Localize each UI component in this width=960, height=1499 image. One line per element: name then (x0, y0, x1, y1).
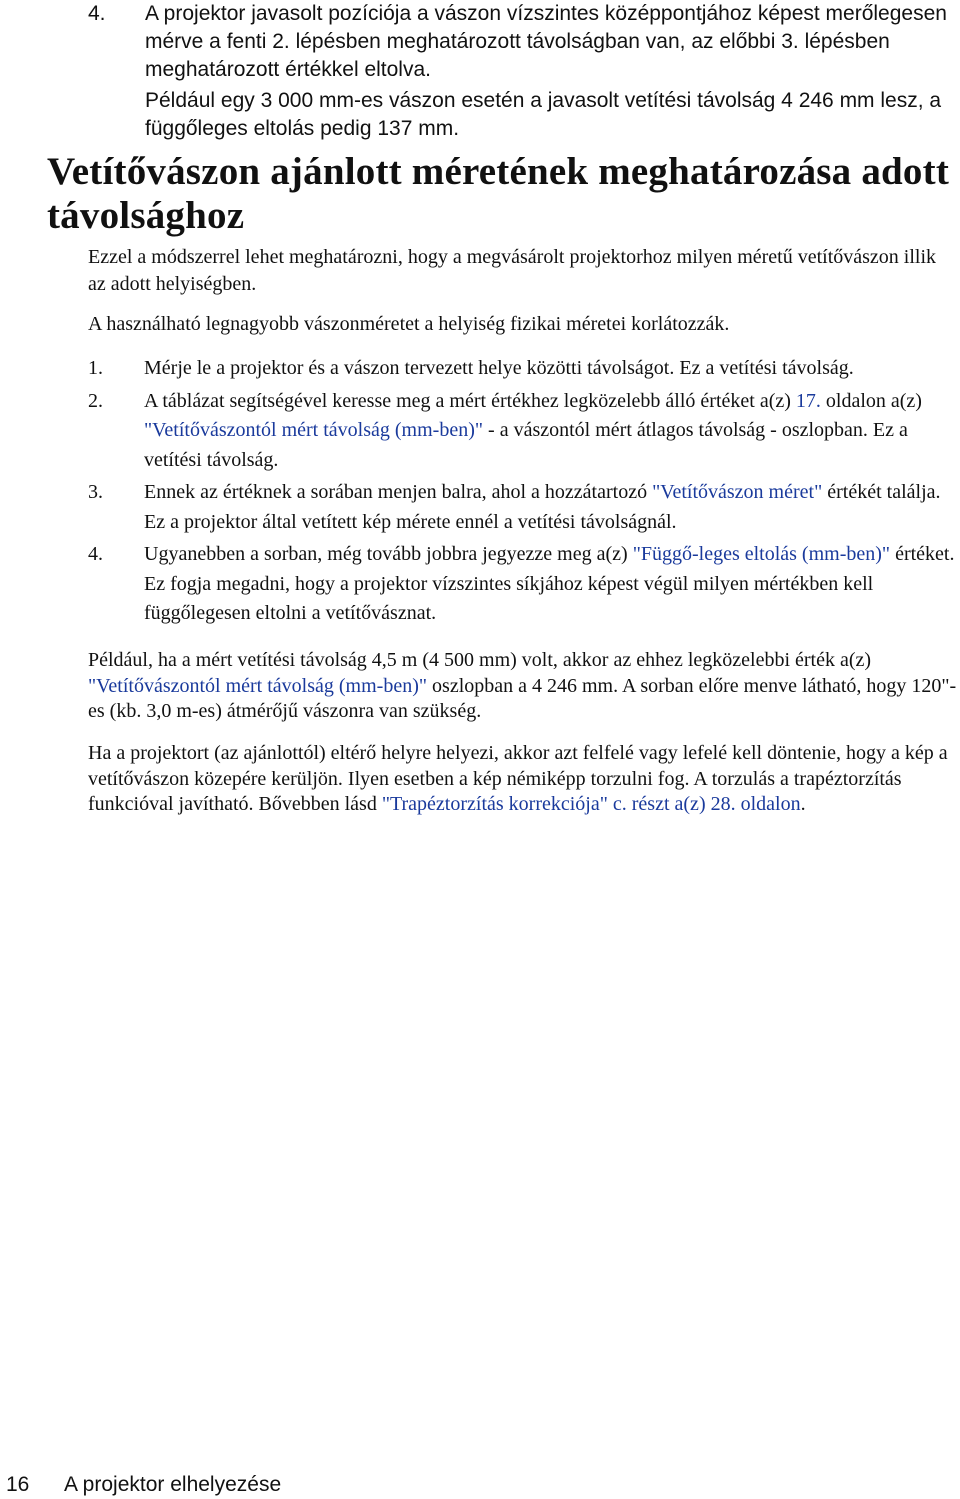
step-number: 2. (88, 389, 103, 412)
steps-list (88, 354, 960, 632)
footer-section-title: A projektor elhelyezése (64, 1473, 282, 1496)
step-text: A táblázat segítségével keresse meg a mért értékhez legközelebb álló értéket a(z) (144, 389, 796, 412)
column-link[interactable]: "Függő-leges eltolás (mm-ben)" (632, 543, 891, 565)
page-link[interactable]: 17. (795, 389, 821, 412)
step-text: értéket. Ez fogja megadni, hogy a projektor vízszintes síkjához képest végül milyen mértékben kell függőlegesen eltolni a vetítővásznat. (144, 543, 955, 624)
step-item (88, 354, 960, 384)
example-line: függőleges eltolás pedig 137 mm. (145, 117, 460, 140)
step-number: 3. (88, 481, 103, 503)
note-paragraph (88, 741, 960, 818)
step-item (88, 387, 960, 476)
intro-paragraph: Ezzel a módszerrel lehet meghatározni, hogy a megvásárolt projektorhoz milyen méretű vetítővászon illik az adott helyiségben. (88, 246, 937, 295)
list-item-text (145, 0, 955, 143)
note-text: Ha a projektort (az ajánlottól) eltérő helyre helyezi, akkor azt felfelé vagy lefelé kell döntenie, hogy a kép a vetítővászon közepére kerüljön. Ilyen esetben a kép némiképp torzulni fog. A torzulás a trapéztorzítás funkcióval javítható. Bővebben lásd (88, 742, 948, 815)
page-number: 16 (6, 1473, 30, 1496)
step-text: értékét találja. Ez a projektor által vetített kép mérete ennél a vetítési távolságnál. (144, 481, 941, 533)
step-text: Ugyanebben a sorban, még tovább jobbra jegyezze meg a(z) (144, 543, 633, 565)
column-link[interactable]: "Vetítővászon méret" (652, 481, 823, 503)
step-number: 1. (88, 357, 103, 379)
example-text: oszlopban a 4 246 mm. A sorban előre menve látható, hogy 120"-es (kb. 3,0 m-es) átmérőjű vászonra van szükség. (88, 674, 957, 722)
example-paragraph (88, 648, 960, 725)
step-text: Mérje le a projektor és a vászon tervezett helye közötti távolságot. Ez a vetítési távolság. (144, 357, 854, 379)
example-text: Például, ha a mért vetítési távolság 4,5 m (4 500 mm) volt, akkor az ehhez legközelebbi érték a(z) (88, 649, 872, 671)
note-text: . (800, 793, 806, 815)
cross-reference-link[interactable]: "Trapéztorzítás korrekciója" c. részt a(z) 28. oldalon (381, 793, 801, 815)
list-item-line: mérve a fenti 2. lépésben meghatározott távolságban van, az előbbi 3. lépésben (145, 30, 890, 53)
step-item (88, 478, 960, 537)
step-number: 4. (88, 543, 103, 565)
step-text: Ennek az értéknek a sorában menjen balra, ahol a hozzátartozó (144, 481, 653, 503)
example-line: Például egy 3 000 mm-es vászon esetén a javasolt vetítési távolság 4 246 mm lesz, a (145, 89, 942, 112)
column-link[interactable]: "Vetítővászontól mért távolság (mm-ben)" (144, 419, 484, 441)
list-number: 4. (88, 2, 106, 25)
list-item-line: meghatározott értékkel eltolva. (145, 58, 431, 81)
limit-paragraph: A használható legnagyobb vászonméretet a helyiség fizikai méretei korlátozzák. (88, 313, 730, 335)
column-link[interactable]: "Vetítővászontól mért távolság (mm-ben)" (88, 674, 428, 697)
section-heading: Vetítővászon ajánlott méretének meghatározása adott távolsághoz (47, 150, 950, 237)
step-text: - a vászontól mért átlagos távolság - oszlopban. Ez a vetítési távolság. (144, 419, 908, 471)
list-item-line: A projektor javasolt pozíciója a vászon vízszintes középpontjához képest merőlegesen (145, 2, 947, 25)
step-text: oldalon a(z) (820, 389, 922, 412)
step-item (88, 540, 960, 629)
